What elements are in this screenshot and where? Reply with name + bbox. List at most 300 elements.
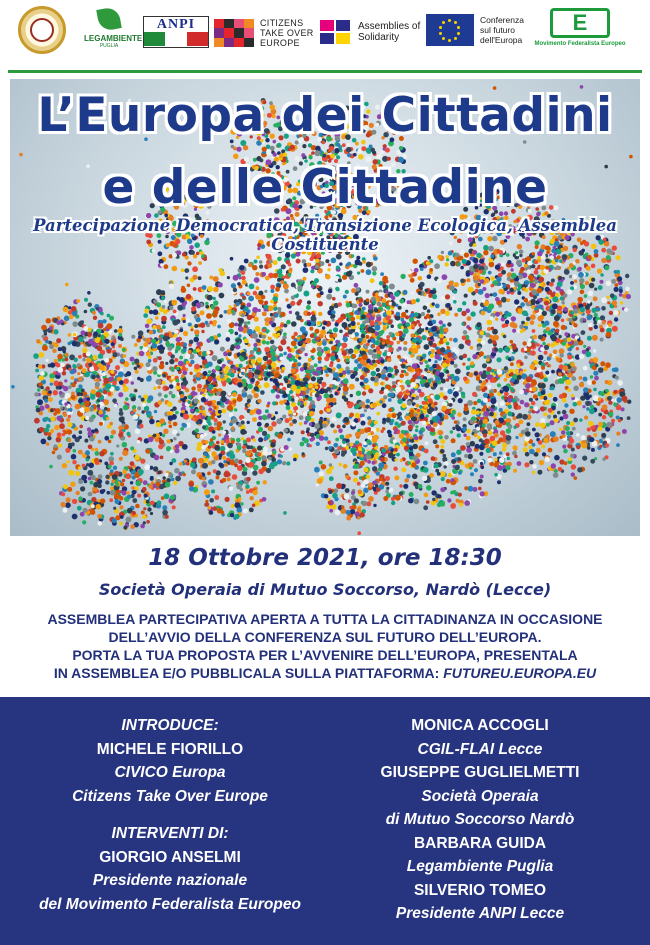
crowd-person-dot [427,309,431,313]
crowd-person-dot [98,440,102,444]
italian-flag-icon [144,32,208,46]
crowd-person-dot [355,413,361,419]
crowd-person-dot [366,364,370,368]
crowd-person-dot [608,412,613,417]
crowd-person-dot [298,356,301,359]
crowd-person-dot [244,356,248,360]
crowd-person-dot [151,339,156,344]
crowd-person-dot [453,338,458,343]
crowd-person-dot [325,447,329,451]
crowd-person-dot [78,377,82,381]
crowd-person-dot [500,401,505,406]
crowd-person-dot [439,430,444,435]
crowd-person-dot [379,400,382,403]
legambiente-region: PUGLIA [99,43,119,49]
crowd-person-dot [362,260,366,264]
crowd-person-dot [118,344,122,348]
crowd-person-dot [510,378,515,383]
crowd-person-dot [309,422,313,426]
crowd-person-dot [354,349,359,354]
crowd-person-dot [622,429,627,434]
crowd-person-dot [223,420,226,423]
crowd-person-dot [65,448,70,453]
crowd-person-dot [425,303,428,306]
crowd-person-dot [237,382,242,387]
crowd-person-dot [122,348,126,352]
crowd-person-dot [415,425,418,428]
crowd-person-dot [279,400,284,405]
crowd-person-dot [98,334,101,337]
crowd-person-dot [324,305,328,309]
crowd-person-dot [216,391,220,395]
crowd-person-dot [262,415,268,421]
crowd-person-dot [424,449,429,454]
crowd-person-dot [519,389,524,394]
crowd-person-dot [329,363,333,367]
crowd-person-dot [181,374,185,378]
crowd-person-dot [343,378,349,384]
crowd-person-dot [524,462,529,467]
crowd-person-dot [39,427,44,432]
crowd-person-dot [345,290,349,294]
crowd-person-dot [545,457,550,462]
crowd-person-dot [113,466,117,470]
crowd-person-dot [401,364,406,369]
crowd-person-dot [221,396,227,402]
crowd-person-dot [162,305,166,309]
crowd-person-dot [331,318,334,321]
crowd-person-dot [344,332,348,336]
crowd-person-dot [351,288,356,293]
crowd-person-dot [399,299,404,304]
crowd-person-dot [417,329,423,335]
crowd-person-dot [524,402,529,407]
crowd-person-dot [119,408,123,412]
crowd-person-dot [46,386,50,390]
crowd-person-dot [304,438,309,443]
crowd-person-dot [470,472,474,476]
crowd-person-dot [278,261,282,265]
crowd-person-dot [66,460,69,463]
crowd-person-dot [110,486,114,490]
crowd-person-dot [172,406,176,410]
crowd-person-dot [231,310,235,314]
crowd-person-dot [488,271,492,275]
crowd-person-dot [605,362,611,368]
crowd-person-dot [311,316,317,322]
crowd-person-dot [71,454,77,460]
crowd-person-dot [432,498,435,501]
crowd-person-dot [570,454,574,458]
crowd-person-dot [130,357,135,362]
crowd-person-dot [195,428,199,432]
crowd-person-dot [314,289,319,294]
crowd-person-dot [228,305,231,308]
crowd-person-dot [173,481,177,485]
crowd-person-dot [427,274,432,279]
crowd-person-dot [226,337,231,342]
crowd-person-dot [83,326,88,331]
crowd-person-dot [237,282,241,286]
crowd-person-dot [147,318,153,324]
crowd-person-dot [429,367,433,371]
crowd-person-dot [460,461,464,465]
crowd-person-dot [213,320,217,324]
crowd-person-dot [262,450,268,456]
crowd-person-dot [88,463,94,469]
crowd-person-dot [457,262,461,266]
mfe-logo [530,8,630,47]
crowd-person-dot [437,312,441,316]
crowd-person-dot [455,465,460,470]
crowd-person-dot [385,377,389,381]
crowd-person-dot [57,367,63,373]
crowd-person-dot [81,368,86,373]
crowd-person-dot [227,405,233,411]
crowd-person-dot [385,339,391,345]
crowd-person-dot [138,419,143,424]
crowd-person-dot [306,305,311,310]
crowd-person-dot [410,410,414,414]
crowd-person-dot [238,423,242,427]
crowd-person-dot [314,363,318,367]
crowd-person-dot [473,459,478,464]
soms-seal-logo [18,6,66,54]
crowd-person-dot [191,391,196,396]
crowd-person-dot [342,350,348,356]
crowd-person-dot [72,460,76,464]
crowd-person-dot [467,358,471,362]
crowd-person-dot [280,312,285,317]
crowd-person-dot [605,380,609,384]
crowd-person-dot [541,390,546,395]
crowd-person-dot [241,372,244,375]
crowd-person-dot [333,372,339,378]
crowd-person-dot [291,341,297,347]
crowd-person-dot [419,369,423,373]
crowd-person-dot [262,340,266,344]
crowd-person-dot [172,320,178,326]
crowd-person-dot [173,422,178,427]
crowd-person-dot [331,310,335,314]
crowd-person-dot [78,337,84,343]
crowd-person-dot [616,432,620,436]
crowd-person-dot [342,343,348,349]
crowd-person-dot [161,316,167,322]
crowd-person-dot [445,294,450,299]
crowd-person-dot [514,455,517,458]
crowd-person-dot [530,314,536,320]
crowd-person-dot [207,376,213,382]
crowd-person-dot [474,372,478,376]
crowd-person-dot [202,445,206,449]
crowd-person-dot [394,291,400,297]
crowd-person-dot [243,383,247,387]
crowd-person-dot [487,320,493,326]
crowd-person-dot [444,410,448,414]
crowd-person-dot [197,388,201,392]
crowd-person-dot [403,290,408,295]
crowd-person-dot [412,374,417,379]
crowd-person-dot [450,491,454,495]
crowd-person-dot [316,442,320,446]
crowd-person-dot [454,313,458,317]
crowd-person-dot [401,370,404,373]
crowd-person-dot [247,372,253,378]
crowd-person-dot [346,271,352,277]
crowd-person-dot [524,356,528,360]
crowd-person-dot [271,389,275,393]
crowd-person-dot [380,457,385,462]
crowd-person-dot [534,452,539,457]
crowd-person-dot [616,443,620,447]
crowd-person-dot [499,457,505,463]
crowd-person-dot [283,352,287,356]
crowd-person-dot [68,470,74,476]
crowd-person-dot [277,307,281,311]
crowd-person-dot [250,350,255,355]
crowd-person-dot [271,356,277,362]
crowd-person-dot [412,444,418,450]
crowd-person-dot [544,321,549,326]
crowd-person-dot [330,356,335,361]
crowd-person-dot [358,298,363,303]
crowd-person-dot [179,328,183,332]
crowd-person-dot [402,437,407,442]
crowd-person-dot [582,405,585,408]
crowd-person-dot [143,313,148,318]
crowd-person-dot [407,366,412,371]
crowd-person-dot [365,335,369,339]
crowd-person-dot [538,440,543,445]
crowd-person-dot [394,428,398,432]
crowd-person-dot [483,433,487,437]
crowd-person-dot [332,367,336,371]
crowd-person-dot [524,298,529,303]
crowd-person-dot [554,455,560,461]
crowd-person-dot [58,382,63,387]
crowd-person-dot [293,412,296,415]
crowd-person-dot [398,412,402,416]
crowd-person-dot [315,265,319,269]
crowd-person-dot [419,405,423,409]
crowd-person-dot [299,422,303,426]
crowd-person-dot [176,345,181,350]
crowd-person-dot [392,413,397,418]
crowd-person-dot [307,322,312,327]
crowd-person-dot [142,347,148,353]
crowd-person-dot [429,473,434,478]
crowd-person-dot [238,364,243,369]
crowd-person-dot [287,353,292,358]
crowd-person-dot [68,333,72,337]
crowd-person-dot [228,352,232,356]
crowd-person-dot [403,347,407,351]
crowd-person-dot [169,425,173,429]
crowd-person-dot [309,327,313,331]
crowd-person-dot [107,392,111,396]
crowd-person-dot [50,429,54,433]
crowd-person-dot [527,342,532,347]
hero-europe-crowd-image [10,79,640,536]
crowd-person-dot [543,377,548,382]
crowd-person-dot [122,450,128,456]
crowd-person-dot [470,420,474,424]
crowd-person-dot [356,315,360,319]
crowd-person-dot [336,254,342,260]
crowd-person-dot [34,418,40,424]
crowd-person-dot [85,450,90,455]
crowd-person-dot [264,290,267,293]
crowd-person-dot [93,331,98,336]
crowd-person-dot [587,380,592,385]
crowd-person-dot [343,417,348,422]
crowd-person-dot [388,347,393,352]
crowd-person-dot [382,403,387,408]
crowd-person-dot [202,426,206,430]
crowd-person-dot [186,361,190,365]
crowd-person-dot [562,434,566,438]
crowd-person-dot [504,366,508,370]
crowd-person-dot [196,304,201,309]
crowd-person-dot [242,296,246,300]
crowd-person-dot [410,389,415,394]
crowd-person-dot [450,413,454,417]
crowd-person-dot [232,399,236,403]
crowd-person-dot [350,394,353,397]
crowd-person-dot [507,398,512,403]
crowd-person-dot [251,359,256,364]
crowd-person-dot [217,333,221,337]
crowd-person-dot [533,335,538,340]
crowd-person-dot [165,387,169,391]
crowd-person-dot [518,419,523,424]
crowd-person-dot [430,353,435,358]
crowd-person-dot [336,364,341,369]
crowd-person-dot [156,325,161,330]
crowd-person-dot [169,391,173,395]
crowd-person-dot [394,475,399,480]
crowd-person-dot [399,391,403,395]
crowd-person-dot [35,369,39,373]
crowd-person-dot [169,359,174,364]
crowd-person-dot [490,293,493,296]
crowd-person-dot [368,349,374,355]
crowd-person-dot [617,380,623,386]
crowd-person-dot [175,379,179,383]
crowd-person-dot [416,298,420,302]
crowd-person-dot [323,321,327,325]
crowd-person-dot [430,314,433,317]
crowd-person-dot [129,393,133,397]
crowd-person-dot [517,375,522,380]
crowd-person-dot [324,436,328,440]
crowd-person-dot [605,389,609,393]
crowd-person-dot [78,355,82,359]
crowd-person-dot [445,311,450,316]
crowd-person-dot [401,467,406,472]
crowd-person-dot [59,391,63,395]
crowd-person-dot [112,381,117,386]
crowd-person-dot [372,266,378,272]
crowd-person-dot [540,396,544,400]
crowd-person-dot [581,435,586,440]
crowd-person-dot [252,265,257,270]
crowd-person-dot [209,442,213,446]
crowd-person-dot [130,461,135,466]
crowd-person-dot [280,339,286,345]
crowd-person-dot [387,373,392,378]
crowd-person-dot [572,367,576,371]
crowd-person-dot [407,358,412,363]
crowd-person-dot [607,396,612,401]
crowd-person-dot [537,288,542,293]
crowd-person-dot [289,268,293,272]
crowd-person-dot [454,282,459,287]
crowd-person-dot [304,353,307,356]
crowd-person-dot [468,373,473,378]
crowd-person-dot [462,363,465,366]
crowd-person-dot [452,427,455,430]
crowd-person-dot [615,376,619,380]
crowd-person-dot [283,332,287,336]
crowd-person-dot [444,435,449,440]
crowd-person-dot [569,409,574,414]
crowd-person-dot [395,386,401,392]
crowd-person-dot [350,374,355,379]
crowd-person-dot [491,327,495,331]
crowd-person-dot [520,400,525,405]
crowd-person-dot [281,264,286,269]
crowd-person-dot [419,414,424,419]
crowd-person-dot [495,318,498,321]
crowd-person-dot [506,465,511,470]
crowd-person-dot [354,310,358,314]
crowd-person-dot [468,454,473,459]
crowd-person-dot [239,265,244,270]
crowd-person-dot [92,375,96,379]
crowd-person-dot [463,354,468,359]
crowd-person-dot [123,386,129,392]
crowd-person-dot [209,321,213,325]
crowd-person-dot [78,450,83,455]
crowd-person-dot [79,430,83,434]
crowd-person-dot [278,298,284,304]
crowd-person-dot [282,461,286,465]
crowd-person-dot [576,347,579,350]
crowd-person-dot [310,333,315,338]
crowd-person-dot [266,372,270,376]
crowd-person-dot [366,262,372,268]
crowd-person-dot [240,429,246,435]
crowd-person-dot [539,460,544,465]
crowd-person-dot [306,416,311,421]
crowd-person-dot [490,389,494,393]
crowd-person-dot [95,451,100,456]
crowd-person-dot [481,340,486,345]
crowd-person-dot [551,463,556,468]
crowd-person-dot [189,372,192,375]
crowd-person-dot [483,393,488,398]
crowd-person-dot [152,366,157,371]
crowd-person-dot [568,457,572,461]
crowd-person-dot [234,323,238,327]
anpi-logo [143,16,209,48]
crowd-person-dot [425,360,429,364]
crowd-person-dot [406,474,410,478]
crowd-person-dot [317,351,323,357]
crowd-person-dot [501,297,507,303]
